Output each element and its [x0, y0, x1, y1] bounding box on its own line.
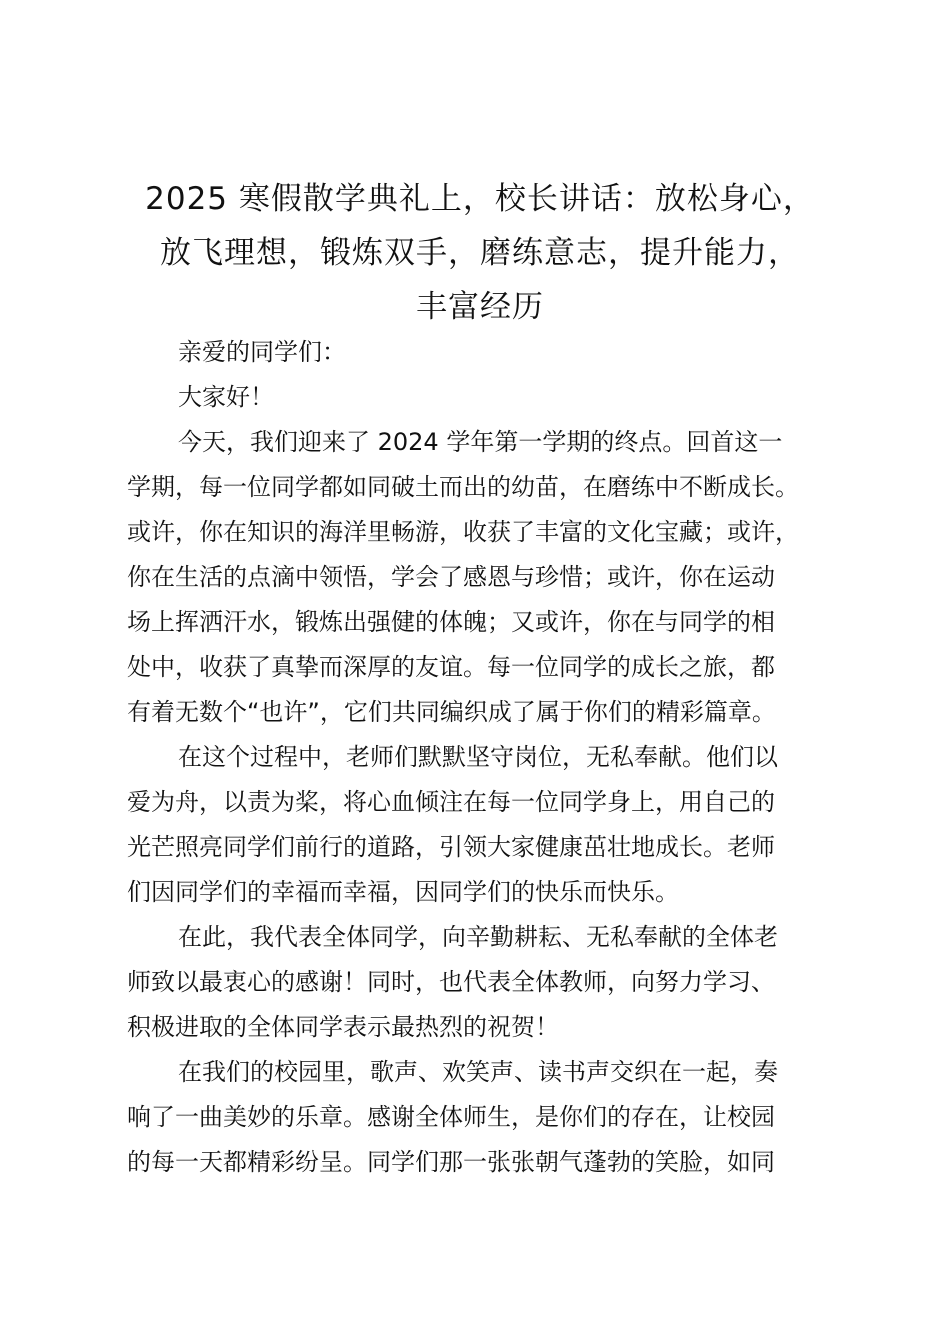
paragraph-salutation [127, 330, 847, 375]
text-line: 在此，我代表全体同学，向辛勤耕耘、无私奉献的全体老 [178, 923, 778, 951]
paragraph-greeting [127, 375, 847, 420]
paragraph-3 [127, 915, 847, 1050]
paragraph-4 [127, 1050, 847, 1185]
text-line: 大家好！ [178, 383, 274, 411]
title-line-3: 丰富经历 [416, 289, 544, 325]
title-line-2: 放飞理想，锻炼双手，磨练意志，提升能力， [160, 235, 800, 271]
text-line: 在这个过程中，老师们默默坚守岗位，无私奉献。他们以 [178, 743, 778, 771]
paragraph-1 [127, 420, 847, 735]
text-line: 学期，每一位同学都如同破土而出的幼苗，在磨练中不断成长。 [127, 473, 799, 501]
text-line: 你在生活的点滴中领悟，学会了感恩与珍惜；或许，你在运动 [127, 563, 775, 591]
document-body [127, 330, 847, 1185]
text-line: 在我们的校园里，歌声、欢笑声、读书声交织在一起，奏 [178, 1058, 778, 1086]
text-line: 场上挥洒汗水，锻炼出强健的体魄；又或许，你在与同学的相 [127, 608, 775, 636]
text-line: 处中，收获了真挚而深厚的友谊。每一位同学的成长之旅，都 [127, 653, 775, 681]
text-line: 光芒照亮同学们前行的道路，引领大家健康茁壮地成长。老师 [127, 833, 775, 861]
text-line: 爱为舟，以责为桨，将心血倾注在每一位同学身上，用自己的 [127, 788, 775, 816]
text-line: 亲爱的同学们： [178, 338, 346, 366]
text-line: 们因同学们的幸福而幸福，因同学们的快乐而快乐。 [127, 878, 679, 906]
paragraph-2 [127, 735, 847, 915]
text-line: 积极进取的全体同学表示最热烈的祝贺！ [127, 1013, 559, 1041]
text-line: 师致以最衷心的感谢！同时，也代表全体教师，向努力学习、 [127, 968, 775, 996]
text-line: 有着无数个“也许”，它们共同编织成了属于你们的精彩篇章。 [127, 698, 776, 726]
text-line: 今天，我们迎来了 2024 学年第一学期的终点。回首这一 [178, 428, 783, 456]
text-line: 响了一曲美妙的乐章。感谢全体师生，是你们的存在，让校园 [127, 1103, 775, 1131]
document-title [120, 172, 840, 334]
text-line: 或许，你在知识的海洋里畅游，收获了丰富的文化宝藏；或许， [127, 518, 799, 546]
text-line: 的每一天都精彩纷呈。同学们那一张张朝气蓬勃的笑脸，如同 [127, 1148, 775, 1176]
title-line-1: 2025 寒假散学典礼上，校长讲话：放松身心， [145, 181, 815, 217]
